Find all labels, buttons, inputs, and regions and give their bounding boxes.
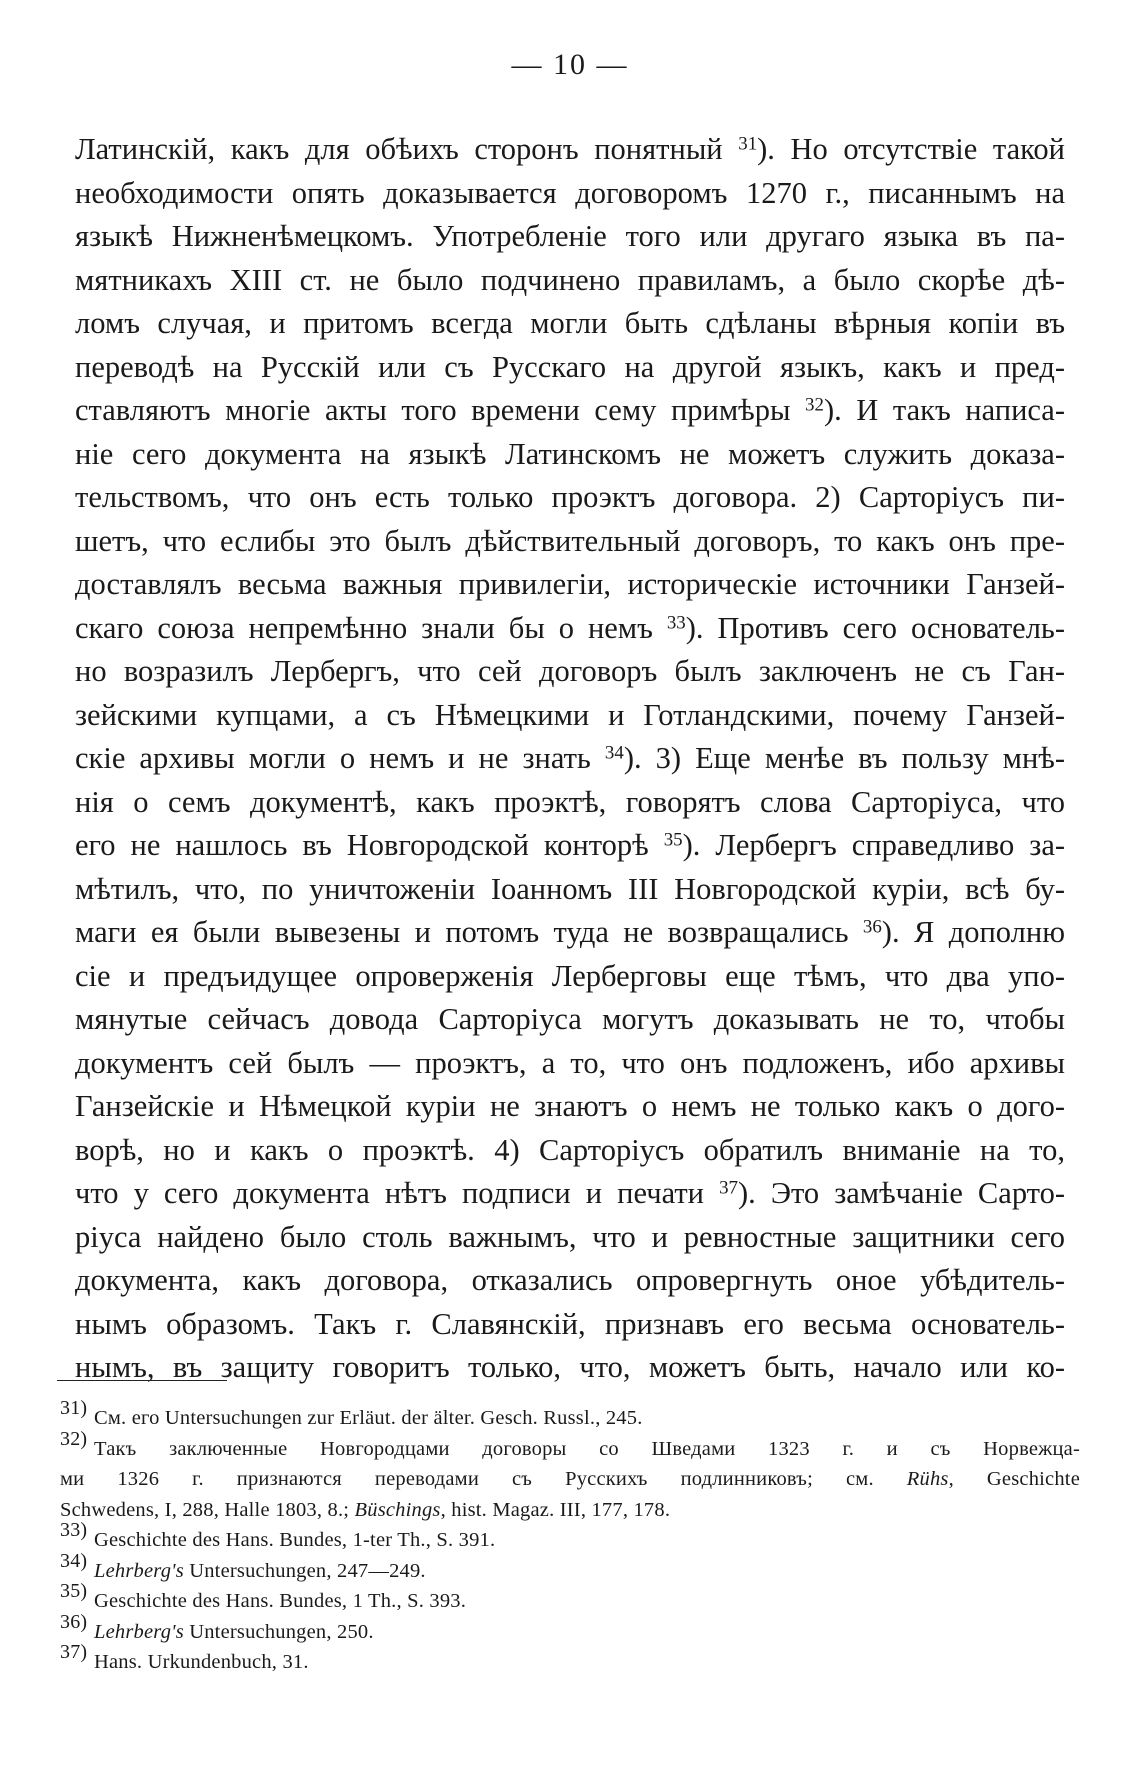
text-segment: ). И такъ написа-: [823, 393, 1065, 427]
text-segment: тельствомъ, что онъ есть только проэктъ договора. 2) Сарторіусъ пи-: [75, 480, 1065, 514]
footnote-reference: 35: [663, 829, 683, 851]
text-segment: Латинскій, какъ для обѣихъ сторонъ понятный: [75, 132, 739, 166]
text-segment: ). Лербергъ справедливо за-: [682, 828, 1066, 862]
footnote-line: [60, 1464, 1080, 1495]
body-line: [75, 389, 1065, 433]
footnote-line: [60, 1495, 1080, 1526]
footnote-reference: 37: [719, 1177, 738, 1199]
body-line: [75, 172, 1065, 216]
body-line: [75, 476, 1065, 520]
text-segment: шетъ, что еслибы это былъ дѣйствительный договоръ, то какъ онъ пре-: [75, 523, 1065, 558]
footnote-reference: 31: [738, 133, 758, 155]
footnote-text: См. его Untersuchungen zur Erläut. der älter. Gesch. Russl., 245.: [94, 1407, 643, 1429]
body-line: [75, 128, 1065, 172]
body-line: [75, 998, 1065, 1042]
body-line: [75, 302, 1065, 346]
body-line: [75, 824, 1065, 868]
body-line: [75, 1172, 1065, 1216]
body-line: [75, 1085, 1065, 1129]
footnote-line: $^{35)}$ Geschichte des Hans. Bundes, 1 Th., S. 393.: [60, 1580, 467, 1612]
text-segment: его не нашлось въ Новгородской конторѣ: [75, 828, 664, 862]
body-line: [75, 346, 1065, 390]
footnote-reference: 36: [862, 916, 882, 938]
text-segment: что у сего документа нѣтъ подписи и печати: [75, 1176, 720, 1210]
text-segment: доставлялъ весьма важныя привилегіи, историческіе источники Ганзей-: [75, 567, 1065, 601]
text-segment: ломъ случая, и притомъ всегда могли быть сдѣланы вѣрныя копіи въ: [75, 306, 1065, 340]
text-segment: ставляютъ многіе акты того времени сему примѣры: [75, 393, 806, 427]
body-line: [75, 1346, 1065, 1390]
text-segment: языкѣ Нижненѣмецкомъ. Употребленіе того или другаго языка въ па-: [75, 219, 1065, 253]
body-line: [75, 607, 1065, 651]
footnote-reference: 32: [805, 394, 824, 416]
footnotes: [60, 1397, 1080, 1678]
body-line: [75, 1303, 1065, 1347]
body-line: [75, 1259, 1065, 1303]
footnote-line: $^{37)}$ Hans. Urkundenbuch, 31.: [60, 1641, 309, 1673]
text-segment: ворѣ, но и какъ о проэктѣ. 4) Сарторіусъ обратилъ вниманіе на то,: [75, 1132, 1065, 1167]
footnote-text: Schwedens, I, 288, Halle 1803, 8.; Büschings, hist. Magaz. III, 177, 178.: [60, 1498, 671, 1521]
body-line: [75, 1042, 1065, 1086]
text-segment: ). Противъ сего основатель-: [685, 610, 1065, 645]
footnote-text: Hans. Urkundenbuch, 31.: [94, 1651, 309, 1673]
text-segment: маги ея были вывезены и потомъ туда не возвращались: [75, 915, 863, 949]
text-segment: ). Я дополню: [881, 915, 1065, 949]
body-line: [75, 215, 1065, 259]
text-segment: ). 3) Еще менѣе въ пользу мнѣ-: [623, 741, 1065, 775]
footnote-text: ми 1326 г. признаются переводами съ Русскихъ подлинниковъ; см. Rühs, Geschichte: [60, 1468, 1080, 1490]
body-line: [75, 259, 1065, 303]
text-segment: ріуса найдено было столь важнымъ, что и ревностные защитники сего: [75, 1219, 1065, 1254]
text-segment: но возразилъ Лербергъ, что сей договоръ былъ заключенъ не съ Ган-: [75, 654, 1065, 688]
text-segment: скаго союза непремѣнно знали бы о немъ: [75, 610, 667, 645]
body-line: [75, 650, 1065, 694]
text-segment: мянутые сейчасъ довода Сарторіуса могутъ доказывать не то, чтобы: [75, 1002, 1065, 1036]
footnote-reference: 34: [604, 742, 624, 764]
footnote-reference: 33: [666, 612, 686, 634]
body-line: [75, 737, 1065, 781]
text-segment: нымъ образомъ. Такъ г. Славянскій, признавъ его весьма основатель-: [75, 1306, 1065, 1341]
body-line: [75, 1216, 1065, 1260]
text-segment: мѣтилъ, что, по уничтоженіи Іоанномъ III Новгородской куріи, всѣ бу-: [75, 871, 1065, 906]
text-segment: скіе архивы могли о немъ и не знать: [75, 741, 605, 775]
body-line: [75, 911, 1065, 955]
footnote-text: Такъ заключенные Новгородцами договоры со Шведами 1323 г. и съ Норвежца-: [94, 1437, 1080, 1460]
body-line: [75, 520, 1065, 564]
body-line: [75, 781, 1065, 825]
text-segment: документъ сей былъ — проэктъ, а то, что онъ подложенъ, ибо архивы: [75, 1045, 1065, 1080]
body-line: [75, 563, 1065, 607]
footnote-text: Lehrberg's Untersuchungen, 247—249.: [94, 1559, 426, 1582]
footnote-text: Geschichte des Hans. Bundes, 1-ter Th., S. 391.: [94, 1529, 496, 1551]
body-line: [75, 433, 1065, 477]
text-segment: ). Это замѣчаніе Сарто-: [737, 1176, 1065, 1210]
text-segment: нія о семъ документѣ, какъ проэктѣ, говорятъ слова Сарторіуса, что: [75, 784, 1065, 819]
footnote-line: $^{33)}$ Geschichte des Hans. Bundes, 1-ter Th., S. 391.: [60, 1519, 496, 1551]
footnote-text: Geschichte des Hans. Bundes, 1 Th., S. 393.: [94, 1590, 467, 1612]
text-segment: переводѣ на Русскій или съ Русскаго на другой языкъ, какъ и пред-: [75, 349, 1065, 384]
text-segment: Ганзейскіе и Нѣмецкой куріи не знаютъ о немъ не только какъ о дого-: [75, 1089, 1065, 1123]
footnote-divider: [57, 1380, 227, 1381]
text-segment: зейскими купцами, а съ Нѣмецкими и Готландскими, почему Ганзей-: [75, 697, 1065, 732]
text-segment: сіе и предъидущее опроверженія Лерберговы еще тѣмъ, что два упо-: [75, 958, 1065, 993]
text-segment: нымъ, въ защиту говоритъ только, что, можетъ быть, начало или ко-: [75, 1350, 1065, 1384]
page-number: — 10 —: [511, 48, 629, 81]
body-line: [75, 1129, 1065, 1173]
body-line: [75, 955, 1065, 999]
footnote-line: $^{32)}$ Такъ заключенные Новгородцами договоры со Шведами 1323 г. и съ Норвежца-: [60, 1427, 1080, 1460]
body-line: [75, 694, 1065, 738]
text-segment: документа, какъ договора, отказались опровергнуть оное убѣдитель-: [75, 1263, 1065, 1297]
footnote-text: Lehrberg's Untersuchungen, 250.: [94, 1620, 374, 1643]
footnote-line: $^{36)}$ Lehrberg's Untersuchungen, 250.: [60, 1610, 374, 1643]
body-text: [75, 128, 1065, 1390]
footnote-line: $^{34)}$ Lehrberg's Untersuchungen, 247—249.: [60, 1549, 426, 1582]
body-line: [75, 868, 1065, 912]
text-segment: ніе сего документа на языкѣ Латинскомъ не можетъ служить доказа-: [75, 436, 1065, 471]
text-segment: необходимости опять доказывается договоромъ 1270 г., писаннымъ на: [75, 175, 1065, 210]
footnote-line: $^{31)}$ См. его Untersuchungen zur Erläut. der älter. Gesch. Russl., 245.: [60, 1397, 643, 1429]
text-segment: мятникахъ XIII ст. не было подчинено правиламъ, а было скорѣе дѣ-: [75, 262, 1065, 297]
text-segment: ). Но отсутствіе такой: [757, 132, 1065, 166]
